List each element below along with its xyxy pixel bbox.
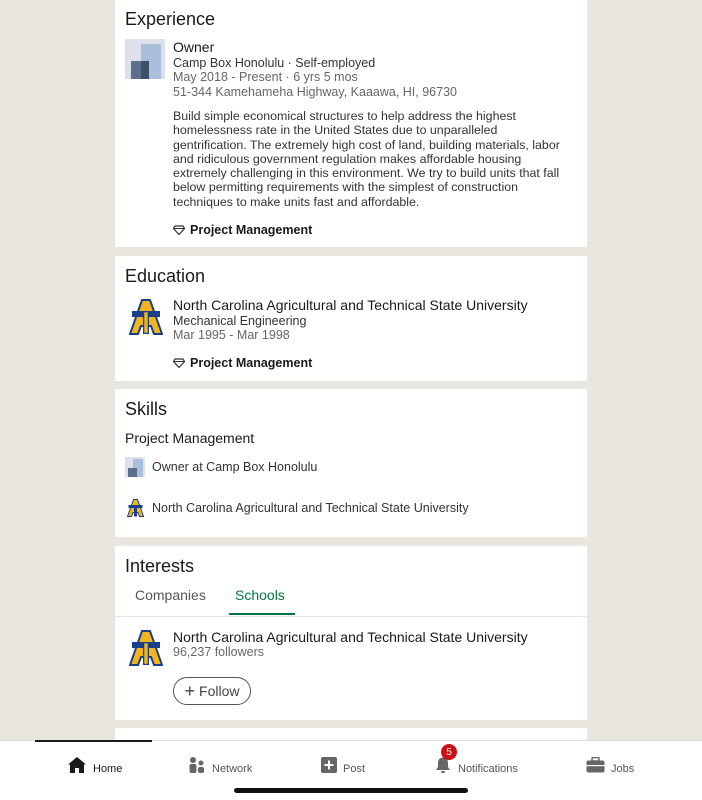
nav-home[interactable] [67,755,122,775]
diamond-icon [173,358,185,368]
next-card [115,728,587,740]
interests-card [115,546,587,720]
skills-card [115,389,587,537]
experience-skill-tag[interactable] [173,223,312,237]
company-logo-small [125,457,145,477]
nav-network[interactable] [188,755,252,775]
experience-company: Camp Box Honolulu · Self-employed [173,56,376,70]
company-logo[interactable] [125,39,165,79]
nav-post-label: Post [343,763,366,775]
experience-location: 51-344 Kamehameha Highway, Kaaawa, HI, 96730 [173,85,457,99]
interest-school-name[interactable]: North Carolina Agricultural and Technical State University [173,629,528,645]
endorsement-label: Owner at Camp Box Honolulu [152,460,318,474]
divider [115,616,587,617]
experience-heading: Experience [125,9,216,29]
nav-jobs[interactable] [586,755,634,775]
bottom-nav [0,740,702,800]
diamond-icon [173,225,185,235]
experience-description: Build simple economical structures to help address the highest homelessness rate in the United States due to unparalleled gentrification. The extremely high cost of land, building materials, labor and ridiculous government regulation makes affordable housing extremely challenging in this environment. We try to build units that fall below permitting requirements with the simplest of construction techniques to make units fast and affordable. [173,109,560,209]
endorsement-label: North Carolina Agricultural and Technical State University [152,501,469,515]
tab-schools[interactable]: Schools [235,587,285,603]
skill-name[interactable]: Project Management [125,430,255,446]
experience-dates: May 2018 - Present · 6 yrs 5 mos [173,70,358,84]
home-icon [67,756,87,774]
education-degree: Mechanical Engineering [173,314,307,328]
follow-label: Follow [199,683,240,699]
network-icon [188,756,206,774]
school-logo[interactable] [129,630,163,671]
education-school[interactable]: North Carolina Agricultural and Technical State University [173,297,528,313]
post-icon [321,757,337,773]
active-nav-indicator [35,740,152,742]
briefcase-icon [586,757,605,773]
tab-companies[interactable]: Companies [135,587,206,603]
nav-notifications-label: Notifications [458,763,518,775]
home-indicator [234,788,468,793]
nav-jobs-label: Jobs [611,763,635,775]
follow-button[interactable] [173,677,251,705]
education-skill-label: Project Management [190,356,313,370]
education-card [115,256,587,381]
notification-badge: 5 [441,744,457,760]
interests-heading: Interests [125,556,195,576]
active-tab-indicator [229,613,295,615]
skills-heading: Skills [125,399,168,419]
school-logo-small [127,499,144,522]
education-dates: Mar 1995 - Mar 1998 [173,328,290,342]
experience-skill-label: Project Management [190,223,313,237]
experience-card [115,0,587,247]
experience-role[interactable]: Owner [173,39,215,55]
school-logo[interactable] [129,299,163,340]
interest-followers: 96,237 followers [173,645,265,659]
education-heading: Education [125,266,206,286]
plus-icon: + [184,681,196,701]
nav-home-label: Home [93,763,123,775]
nav-post[interactable] [321,755,365,775]
education-skill-tag[interactable] [173,356,312,370]
nav-network-label: Network [212,763,253,775]
